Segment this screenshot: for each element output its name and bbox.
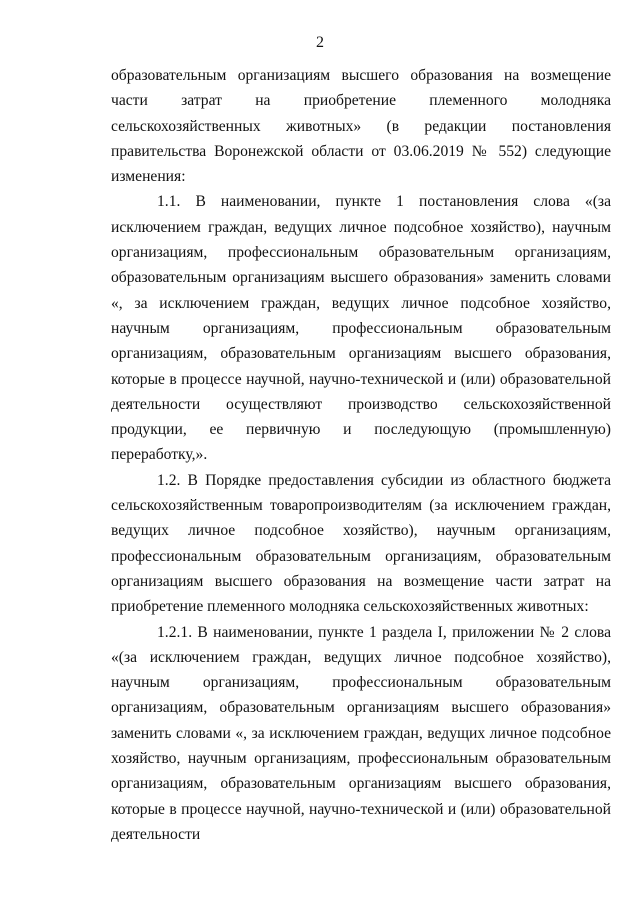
document-body [111, 63, 611, 847]
paragraph-1-1: 1.1. В наименовании, пункте 1 постановления слова «(за исключением граждан, ведущих личное подсобное хозяйство), научным организациям, профессиональным образовательным организациям, образовательным организациям высшего образования» заменить словами «, за исключением граждан, ведущих личное подсобное хозяйство, научным организациям, профессиональным образовательным организациям, образовательным организациям высшего образования, которые в процессе научной, научно-технической и (или) образовательной деятельности осуществляют производство сельскохозяйственной продукции, ее первичную и последующую (промышленную) переработку,». [111, 193, 611, 464]
paragraph-1-2: 1.2. В Порядке предоставления субсидии из областного бюджета сельскохозяйственным товаропроизводителям (за исключением граждан, ведущих личное подсобное хозяйство), научным организациям, профессиональным образовательным организациям, образовательным организациям высшего образования на возмещение части затрат на приобретение племенного молодняка сельскохозяйственных животных: [111, 471, 611, 616]
page-number: 2 [316, 34, 324, 51]
paragraph-1-2-1: 1.2.1. В наименовании, пункте 1 раздела I, приложении № 2 слова «(за исключением граждан, ведущих личное подсобное хозяйство), научным организациям, профессиональным образовательным организациям, образовательным организациям высшего образования» заменить словами «, за исключением граждан, ведущих личное подсобное хозяйство, научным организациям, профессиональным образовательным организациям, образовательным организациям высшего образования, которые в процессе научной, научно-технической и (или) образовательной деятельности [111, 623, 611, 843]
paragraph-intro-continuation: образовательным организациям высшего образования на возмещение части затрат на приобретение племенного молодняка сельскохозяйственных животных» (в редакции постановления правительства Воронежской области от 03.06.2019 № 552) следующие изменения: [111, 67, 611, 186]
